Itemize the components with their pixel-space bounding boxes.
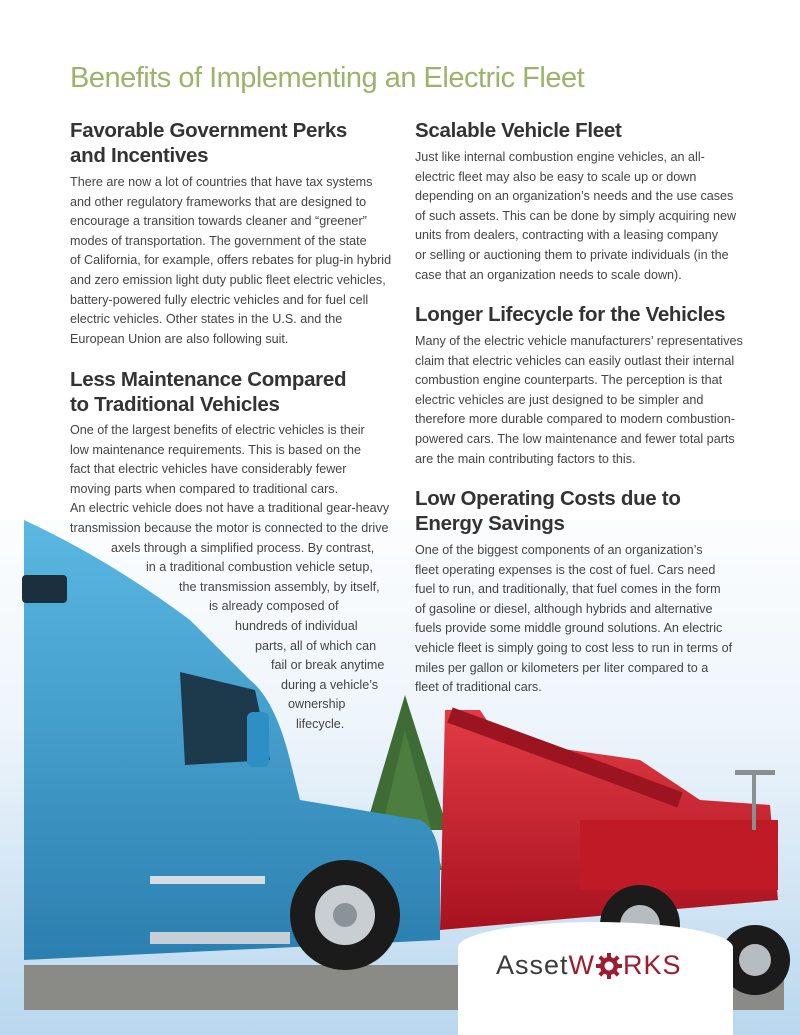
paragraph-less-maintenance <box>70 421 389 735</box>
text-line: miles per gallon or kilometers per liter compared to a <box>415 660 709 675</box>
page-title: Benefits of Implementing an Electric Fleet <box>70 62 585 94</box>
text-line: electric fleet may also be easy to scale up or down <box>415 169 697 184</box>
heading-line: Favorable Government Perks <box>70 119 348 142</box>
assetworks-logo <box>496 950 682 981</box>
text-line: moving parts when compared to traditional cars. <box>70 481 339 496</box>
text-line: combustion engine counterparts. The perception is that <box>415 373 723 388</box>
text-line: and other regulatory frameworks that are designed to <box>70 194 367 209</box>
text-line: fact that electric vehicles have considerably fewer <box>70 462 347 477</box>
text-line: the transmission assembly, by itself, <box>179 579 380 594</box>
text-line: axels through a simplified process. By contrast, <box>111 540 375 555</box>
text-line: in a traditional combustion vehicle setup, <box>146 560 373 575</box>
paragraph-scalable-fleet <box>415 148 736 285</box>
heading-low-operating-costs <box>415 486 681 536</box>
text-line: or selling or auctioning them to private individuals (in the <box>415 247 729 262</box>
text-line: Just like internal combustion engine vehicles, an all- <box>415 150 705 164</box>
text-line: modes of transportation. The government of the state <box>70 233 367 248</box>
text-line: lifecycle. <box>296 716 345 731</box>
heading-less-maintenance <box>70 367 346 417</box>
heading-line: and Incentives <box>70 144 209 167</box>
text-line: low maintenance requirements. This is based on the <box>70 442 361 457</box>
text-line: is already composed of <box>209 599 339 614</box>
gear-icon <box>596 953 622 979</box>
heading-scalable-fleet <box>415 118 622 143</box>
text-line: vehicle fleet is simply going to cost less to run in terms of <box>415 640 733 655</box>
paragraph-low-operating-costs <box>415 541 732 698</box>
text-line: An electric vehicle does not have a traditional gear-heavy <box>70 501 390 516</box>
text-line: transmission because the motor is connected to the drive <box>70 520 389 535</box>
text-line: of gasoline or diesel, although hybrids and alternative <box>415 601 713 616</box>
paragraph-government-perks <box>70 173 391 349</box>
logo-text-asset: Asset <box>496 950 569 980</box>
text-line: One of the largest benefits of electric vehicles is their <box>70 423 365 437</box>
text-line: case that an organization needs to scale down). <box>415 267 682 282</box>
heading-line: to Traditional Vehicles <box>70 393 280 416</box>
heading-line: Low Operating Costs due to <box>415 487 681 510</box>
text-line: encourage a transition towards cleaner and “greener” <box>70 214 367 229</box>
heading-line: Less Maintenance Compared <box>70 368 347 391</box>
text-line: of California, for example, offers rebates for plug-in hybrid <box>70 253 392 268</box>
text-line: fail or break anytime <box>271 658 385 673</box>
text-line: units from dealers, contracting with a leasing company <box>415 228 719 243</box>
text-line: One of the biggest components of an organization’s <box>415 543 703 557</box>
text-line: during a vehicle’s <box>281 677 379 692</box>
paragraph-longer-lifecycle <box>415 332 743 469</box>
text-line: fleet operating expenses is the cost of fuel. Cars need <box>415 562 716 577</box>
text-line: There are now a lot of countries that have tax systems <box>70 175 373 189</box>
text-line: fuels provide some middle ground solutions. An electric <box>415 621 723 636</box>
text-line: depending on an organization’s needs and the use cases <box>415 189 734 204</box>
text-line: parts, all of which can <box>255 638 377 653</box>
heading-line: Scalable Vehicle Fleet <box>415 119 622 142</box>
text-line: and zero emission light duty public fleet electric vehicles, <box>70 272 386 287</box>
text-line: battery-powered fully electric vehicles and for fuel cell <box>70 292 369 307</box>
heading-longer-lifecycle <box>415 302 725 327</box>
text-line: electric vehicles. Other states in the U.S. and the <box>70 312 343 327</box>
text-line: are the main contributing factors to this. <box>415 451 636 466</box>
text-line: Many of the electric vehicle manufacturers’ representatives <box>415 334 743 348</box>
text-line: powered cars. The low maintenance and fewer total parts <box>415 431 735 446</box>
text-line: hundreds of individual <box>235 618 358 633</box>
text-line: fuel to run, and traditionally, that fuel comes in the form <box>415 582 721 597</box>
text-line: fleet of traditional cars. <box>415 680 542 695</box>
text-line: electric vehicles are just designed to be simpler and <box>415 392 704 407</box>
text-line: of such assets. This can be done by simply acquiring new <box>415 208 737 223</box>
heading-line: Energy Savings <box>415 512 565 535</box>
text-line: claim that electric vehicles can easily outlast their internal <box>415 353 735 368</box>
heading-line: Longer Lifecycle for the Vehicles <box>415 303 726 326</box>
text-line: ownership <box>288 697 346 712</box>
heading-government-perks <box>70 118 347 168</box>
text-line: European Union are also following suit. <box>70 331 289 346</box>
logo-text-rks: RKS <box>623 950 682 980</box>
logo-text-w: W <box>568 950 596 980</box>
text-line: therefore more durable compared to modern combustion- <box>415 412 735 427</box>
